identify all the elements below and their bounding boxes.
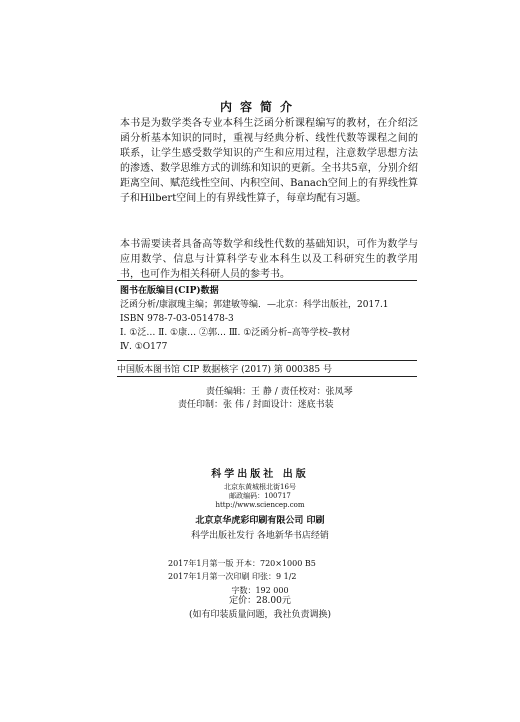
publisher-website: http://www.sciencep.com (215, 501, 305, 509)
cip-isbn: ISBN 978-7-03-051478-3 (120, 314, 234, 324)
printing-info: 2017年1月第一次印刷 印张：9 1/2 (168, 572, 297, 581)
cip-top-rule (117, 280, 417, 281)
cip-bottom-rule (117, 360, 417, 361)
quality-note: (如有印装质量问题，我社负责调换) (188, 610, 332, 620)
price: 定价：28.00元 (229, 596, 291, 606)
cip-line-4: Ⅳ. ①O177 (120, 342, 168, 352)
intro-paragraph-1: 本书是为数学类各专业本科生泛函分析课程编写的教材，在介绍泛函分析基本知识的同时，重视与经典分析、线性代数等课程之间的联系，让学生感受数学知识的产生和应用过程，注意数学思想方法的渗透、数学思维方式的训练和知识的更新。全书共5章，分别介绍距离空间、赋范线性空间、内积空间、Banach空间上的有界线性算子和Hilbert空间上的有界线性算子，每章均配有习题。 (120, 118, 418, 204)
credits-editors: 责任编辑：王 静 / 责任校对：张凤琴 (206, 387, 353, 397)
distribution: 科学出版社发行 各地新华书店经销 (191, 531, 329, 541)
word-count: 字数：192 000 (231, 586, 289, 595)
cip-line-3: Ⅰ. ①泛… Ⅱ. ①康… ②郭… Ⅲ. ①泛函分析–高等学校–教材 (120, 328, 351, 338)
cip-number: 中国版本图书馆 CIP 数据核字 (2017) 第 000385 号 (117, 365, 332, 375)
cip-line-1: 泛函分析/康淑瑰主编；郭建敏等编．—北京：科学出版社，2017.1 (120, 300, 389, 310)
cip-heading: 图书在版编目(CIP)数据 (120, 286, 219, 296)
publisher-postcode: 邮政编码：100717 (229, 492, 291, 500)
intro-paragraph-2: 本书需要读者具备高等数学和线性代数的基础知识，可作为数学与应用数学、信息与计算科学专业本科生以及工科研究生的教学用书，也可作为相关科研人员的参考书。 (120, 239, 418, 280)
intro-title: 内容简介 (219, 100, 300, 114)
publisher-address: 北京东黄城根北街16号 (224, 483, 296, 491)
credits-production: 责任印制：张 伟 / 封面设计：迷底书装 (178, 400, 334, 410)
printer: 北京京华虎彩印刷有限公司 印刷 (195, 516, 325, 526)
publisher-name: 科学出版社 出版 (211, 469, 309, 480)
credits-rule (117, 376, 417, 377)
edition-info: 2017年1月第一版 开本：720×1000 B5 (168, 559, 316, 568)
